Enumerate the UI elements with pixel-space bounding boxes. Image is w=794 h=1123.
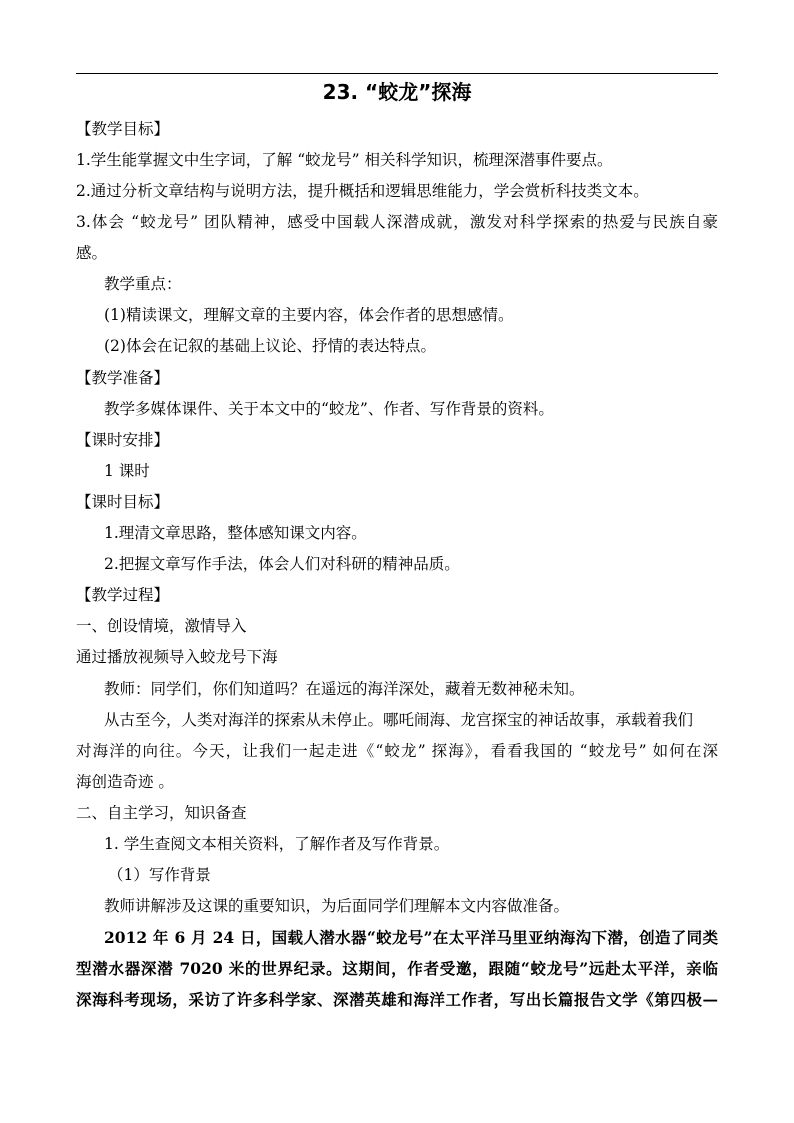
background-paragraph-line-2: 型潜水器深潜 7020 米的世界纪录。这期间，作者受邀，跟随“蛟龙号”远赴太平洋，亲临 xyxy=(76,959,718,978)
key-points-label: 教学重点： xyxy=(104,275,182,293)
section-heading-lesson-goals: 【课时目标】 xyxy=(76,493,170,511)
objective-1: 1.学生能掌握文中生字词，了解 “蛟龙号” 相关科学知识，梳理深潜事件要点。 xyxy=(76,151,613,169)
objective-2: 2.通过分析文章结构与说明方法，提升概括和逻辑思维能力，学会赏析科技类文本。 xyxy=(76,182,649,200)
lesson-goal-2: 2.把握文章写作手法，体会人们对科研的精神品质。 xyxy=(104,555,460,573)
section-heading-process: 【教学过程】 xyxy=(76,586,170,604)
header-rule xyxy=(76,73,718,74)
lesson-goal-1: 1.理清文章思路，整体感知课文内容。 xyxy=(104,524,367,542)
teacher-explanation: 教师讲解涉及这课的重要知识，为后面同学们理解本文内容做准备。 xyxy=(104,897,570,915)
intro-paragraph-line-2: 对海洋的向往。今天，让我们一起走进《“蛟龙” 探海》，看看我国的 “蛟龙号” 如何在深 xyxy=(76,742,718,760)
background-paragraph-line-1: 2012 年 6 月 24 日，国载人潜水器“蛟龙号”在太平洋马里亚纳海沟下潜，创造了同类 xyxy=(104,928,718,947)
key-point-1: (1)精读课文，理解文章的主要内容，体会作者的思想感情。 xyxy=(104,306,514,324)
schedule-text: 1 课时 xyxy=(104,462,150,480)
objective-3: 3.体会 “蛟龙号” 团队精神，感受中国载人深潜成就，激发对科学探索的热爱与民族自豪 xyxy=(76,213,718,231)
process-step-2-heading: 二、自主学习，知识备查 xyxy=(76,804,247,822)
background-paragraph-line-3: 深海科考现场，采访了许多科学家、深潜英雄和海洋工作者，写出长篇报告文学《第四极— xyxy=(76,990,718,1009)
process-step-1-video: 通过播放视频导入蛟龙号下海 xyxy=(76,648,278,666)
section-heading-preparation: 【教学准备】 xyxy=(76,369,170,387)
self-study-item-1: 1. 学生查阅文本相关资料，了解作者及写作背景。 xyxy=(104,835,450,853)
preparation-text: 教学多媒体课件、关于本文中的“蛟龙”、作者、写作背景的资料。 xyxy=(104,400,554,418)
writing-background-label: （1）写作背景 xyxy=(108,866,211,884)
page-title: 23. “蛟龙”探海 xyxy=(322,80,472,104)
teacher-intro: 教师：同学们，你们知道吗？在遥远的海洋深处，藏着无数神秘未知。 xyxy=(104,680,585,698)
section-heading-schedule: 【课时安排】 xyxy=(76,431,170,449)
intro-paragraph-line-1: 从古至今，人类对海洋的探索从未停止。哪吒闹海、龙宫探宝的神话故事，承载着我们 xyxy=(104,711,694,729)
section-heading-objectives: 【教学目标】 xyxy=(76,120,170,138)
intro-paragraph-line-3: 海创造奇迹 。 xyxy=(76,773,174,791)
process-step-1-heading: 一、创设情境，激情导入 xyxy=(76,617,247,635)
objective-3-cont: 感。 xyxy=(76,244,108,262)
key-point-2: (2)体会在记叙的基础上议论、抒情的表达特点。 xyxy=(104,337,436,355)
